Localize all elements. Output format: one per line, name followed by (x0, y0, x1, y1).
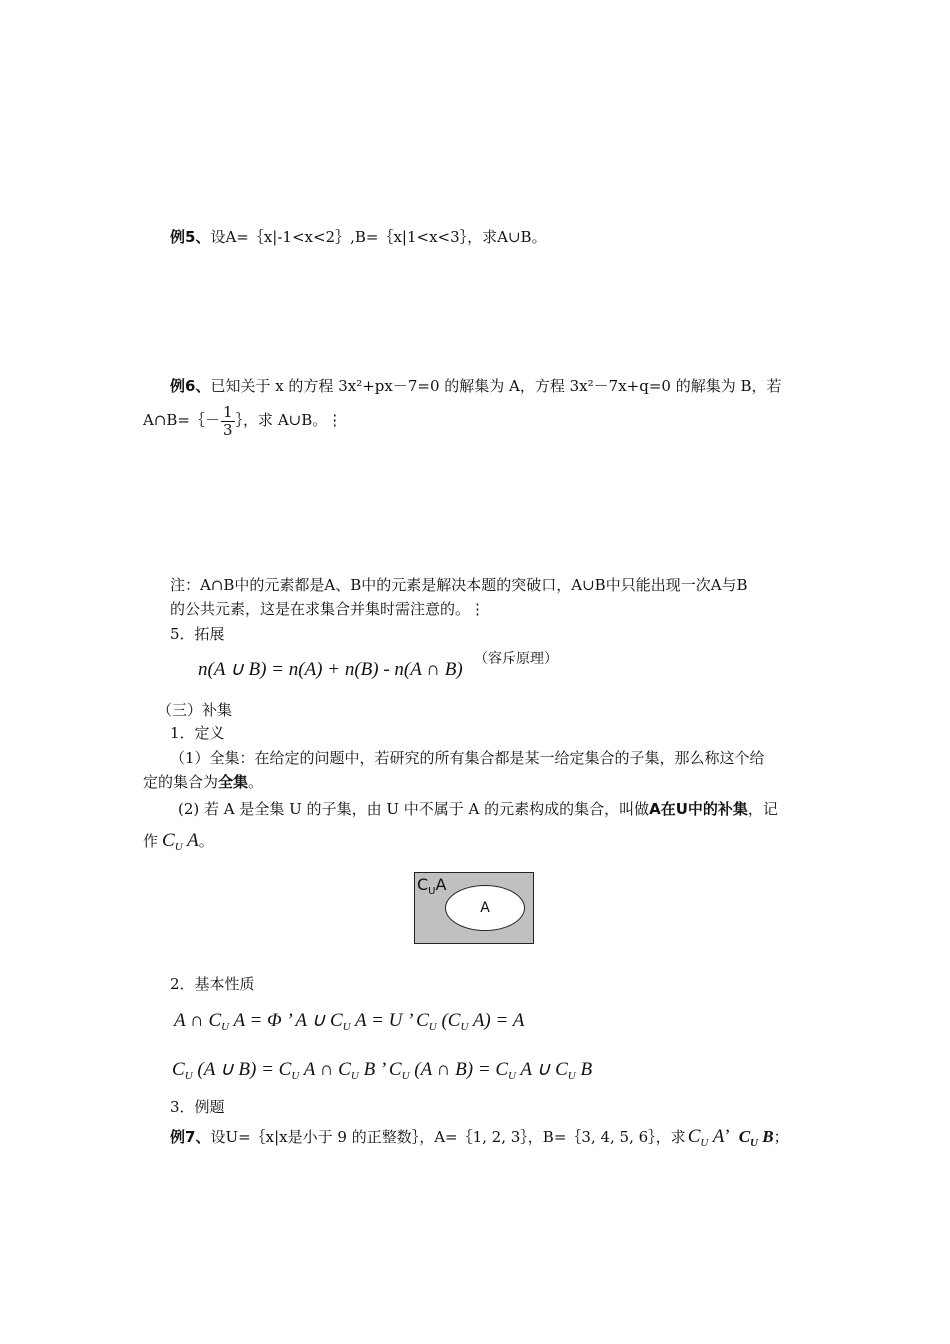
formula-note: （容斥原理） (474, 651, 558, 667)
note-line-2 (170, 598, 485, 620)
note-text-2: 的公共元素，这是在求集合并集时需注意的。⋮ (170, 600, 486, 618)
example-6-text-2-post: ｝，求 A∪B。⋮ (235, 411, 343, 429)
properties-title: 2．基本性质 (170, 975, 255, 993)
definition-1-line-1: （1）全集：在给定的问题中，若研究的所有集合都是某一给定集合的子集，那么称这个给 (170, 749, 765, 767)
complement-a-symbol: $C_U$ A (687, 1126, 725, 1149)
example-7-end: ； (773, 1128, 789, 1146)
definition-2-end: 。 (198, 832, 214, 850)
complement-b-symbol: $C_U$ B (738, 1127, 774, 1149)
definition-1-line-2 (143, 771, 263, 793)
fraction-numerator: 1 (223, 402, 233, 421)
example-7-text: 设U=｛x|x是小于 9 的正整数｝，A=｛1, 2, 3｝，B=｛3, 4, 5, 6｝，求 (210, 1128, 686, 1146)
examples-title: 3．例题 (170, 1098, 225, 1116)
definition-2-line-1 (178, 798, 778, 820)
properties-row-2: $C_U$ (A ∪ $B) = C_U$ A ∩ $C_U$ B ’ $C_U$ (A ∩ $B) = C_U$ A ∪ $C_U$ B (172, 1059, 593, 1082)
example-7-label: 例7、 (170, 1128, 211, 1146)
venn-set-a-ellipse (445, 885, 525, 931)
example-7-sep: ’ (724, 1126, 731, 1147)
complement-symbol: $C_U$ A (162, 830, 199, 853)
properties-row-1: A ∩ $C_U$ A = Φ ’ A ∪ $C_U$ A = U ’ $C_U$ ($C_U$ A) = A (174, 1010, 525, 1033)
fraction-one-third (221, 404, 235, 439)
definition-1-post: 。 (248, 773, 264, 791)
note-text-1: 注：A∩B中的元素都是A、B中的元素是解决本题的突破口，A∪B中只能出现一次A与B (170, 576, 748, 594)
formula-expression: n(A ∪ B) = n(A) + n(B) - n(A ∩ B) (198, 659, 463, 680)
example-7 (170, 1122, 789, 1158)
definition-2-zuo: 作 (143, 832, 159, 850)
example-5-label: 例5、 (170, 228, 211, 246)
example-5 (170, 226, 547, 248)
definition-2-post: ，记 (747, 800, 778, 818)
venn-set-a-label: A (480, 900, 490, 916)
definition-2-pre: (2) 若 A 是全集 U 的子集，由 U 中不属于 A 的元素构成的集合，叫做 (178, 800, 650, 818)
definition-2-line-2 (143, 826, 214, 862)
definition-title: 1．定义 (170, 724, 225, 742)
venn-complement-label: $C_UA$ (417, 875, 447, 898)
example-6-text-1: 已知关于 x 的方程 3x²+px－7=0 的解集为 A，方程 3x²－7x+q=0 的解集为 B，若 (210, 377, 782, 395)
definition-1-pre: 定的集合为 (143, 773, 219, 791)
example-6-line-1 (170, 375, 782, 397)
definition-1-bold: 全集 (218, 773, 249, 791)
example-6-line-2 (143, 400, 342, 440)
example-6-text-2-pre: A∩B=｛－ (143, 411, 220, 429)
fraction-denominator: 3 (223, 420, 233, 439)
complement-venn-diagram (414, 872, 534, 944)
example-5-text: 设A=｛x|-1<x<2｝,B=｛x|1<x<3｝，求A∪B。 (210, 228, 547, 246)
inclusion-exclusion-formula (198, 656, 463, 684)
definition-2-bold: A在U中的补集 (649, 800, 748, 818)
note-line-1 (170, 574, 748, 596)
section-3-title: （三）补集 (157, 701, 233, 719)
section-5-title: 5．拓展 (170, 625, 225, 643)
example-6-label: 例6、 (170, 377, 211, 395)
